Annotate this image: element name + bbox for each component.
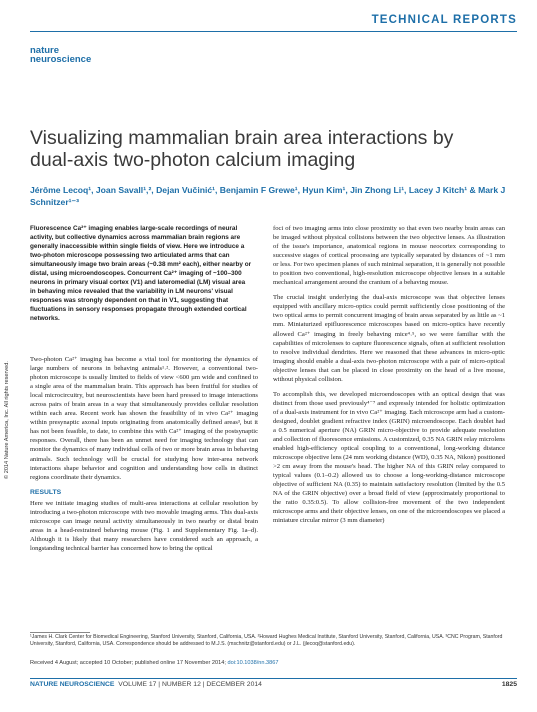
article-title: Visualizing mammalian brain area interactions by dual-axis two-photon calcium imaging: [30, 127, 454, 171]
body-paragraph: Here we initiate imaging studies of multi-area interactions at cellular resolution by introducing a two-photon microscope with two movable imaging arms. This dual-axis microscope can image neural activity simultaneously in two nearby or distal brain areas in a head-restrained behaving mouse (Fig. 1 and Supplementary Fig. 1a–d). Although it is likely that many researchers have considered such an approach, a longstanding technical barrier has concerned how to bring the optical: [30, 499, 258, 552]
footnote-rule: [30, 632, 90, 633]
journal-logo-line2: neuroscience: [30, 54, 92, 65]
copyright-sidebar: [1, 275, 13, 565]
top-rule: [30, 31, 517, 32]
body-paragraph: foci of two imaging arms into close proximity so that even two nearby brain areas can be imaged without physical collisions between the two objective lenses. As illustration of the issue's importance, anatomical regions in mouse neocortex corresponding to successive stages of cortical processing are typically separated by distances of ~1 mm or less. For two specimen planes of such minimal separation, it is generally not possible to position two conventional, high-resolution microscope objective lenses in a suitable mechanical arrangement around the cranium of a behaving mouse.: [273, 225, 505, 287]
body-column-right: [273, 224, 505, 532]
bottom-rule: [30, 678, 517, 679]
journal-logo-line1: nature: [30, 45, 60, 56]
received-dates: Received 4 August; accepted 10 October; published online 17 November 2014;: [30, 660, 226, 666]
results-heading: RESULTS: [30, 488, 62, 496]
body-paragraph: The crucial insight underlying the dual-axis microscope was that objective lenses equipped with ancillary micro-optics could permit sufficiently close positioning of the two optical arms to permit concurrent imaging of brain areas separated by as little as ~1 mm. Miniaturized epifluorescence microscopes based on micro-optics have recently allowed Ca²⁺ imaging in freely behaving mice⁴˒⁵, so we were familiar with the capabilities of microlenses to capture fluorescence signals, often at sufficient resolution to resolve individual dendrites. Here we reasoned that these advances in micro-optic imaging should enable a dual-axis two-photon microscope with a pair of micro-optical objective lenses that can be placed in close proximity on the head of a live mouse, without physical collision.: [273, 294, 505, 383]
doi-link[interactable]: doi:10.1038/nn.3867: [227, 660, 279, 666]
footer-journal: [30, 681, 262, 688]
body-column-left: [30, 355, 258, 559]
page-number: 1825: [501, 681, 517, 688]
page-footer: [30, 681, 517, 688]
affiliations: ¹James H. Clark Center for Biomedical Engineering, Stanford University, Stanford, California, USA. ²Howard Hughes Medical Institute, Stanford University, Stanford, California, USA. ³CNC Program, Stanford University, Stanford, California, USA. Correspondence should be addressed to M.J.S. (mschnitz@stanford.edu) or J.L. (jlecoq@stanford.edu).: [30, 634, 503, 647]
footer-journal-name: NATURE NEUROSCIENCE: [30, 681, 115, 688]
author-list: Jérôme Lecoq¹, Joan Savall¹,², Dejan Vučinić¹, Benjamin F Grewe¹, Hyun Kim¹, Jin Zhong Li¹, Lacey J Kitch¹ & Mark J Schnitzer¹⁻³: [30, 185, 506, 207]
journal-logo: [30, 46, 91, 64]
received-line: [30, 660, 508, 667]
footer-issue: VOLUME 17 | NUMBER 12 | DECEMBER 2014: [118, 681, 262, 688]
copyright-text: © 2014 Nature America, Inc. All rights reserved.: [4, 361, 10, 479]
body-paragraph: Two-photon Ca²⁺ imaging has become a vital tool for monitoring the dynamics of large numbers of neurons in behaving animals¹˒². However, a conventional two-photon microscope is usually limited to fields of view <600 µm wide and confined to a single area of the mammalian brain. This approach has been fruitful for studies of local microcircuitry, but neuroscientists have been hard pressed to image interactions across pairs of brain areas in a way that simultaneously provides cellular resolution within each area. Recent work has shown the feasibility of in vivo Ca²⁺ imaging within presynaptic axonal inputs originating from anatomically defined areas³, but it has not been feasible, to date, to combine this with Ca²⁺ imaging of the postsynaptic responses. Overall, there has been an unmet need for imaging technology that can monitor the dynamics of many individual cells of two or more brain areas in behaving animals. Such technology will be crucial for studying how inter-area network interactions shape behavior and cognition and understanding how cells in distinct regions coordinate their dynamics.: [30, 356, 258, 481]
body-paragraph: To accomplish this, we developed microendoscopes with an optical design that was distinct from those used previously⁴⁻⁷ and expressly intended for holistic optimization of a dual-axis instrument for in vivo Ca²⁺ imaging. Each microscope arm had a custom-designed, doublet gradient refractive index (GRIN) microendoscope. Each doublet had a 0.5 numerical aperture (NA) GRIN micro-objective to provide adequate resolution and collection of fluorescence emissions. A customized, 0.35 NA GRIN relay microlens enabled high-efficiency optical coupling to a conventional, long-working distance microscope objective lens (24 mm working distance (WD), 0.35 NA, Nikon) positioned >2 cm away from the mouse's head. The higher NA of this GRIN relay compared to typical values (0.1–0.2) allowed us to choose a long-working-distance microscope objective of sufficient NA (0.35) to maintain satisfactory resolution (limited by the 0.5 NA of the GRIN objective) over a broad field of view (approximately proportional to the ratio 0.35:0.5). To allow collision-free movement of the two independent microscope arms and their objective lenses, on one of the microendoscopes we placed a miniature circular mirror (3 mm diameter): [273, 390, 505, 525]
abstract: Fluorescence Ca²⁺ imaging enables large-scale recordings of neural activity, but collective dynamics across mammalian brain regions are generally inaccessible within single fields of view. Here we introduce a two-photon microscope possessing two articulated arms that can simultaneously image two brain areas (~0.38 mm² each), either nearby or distal, using microendoscopes. Concurrent Ca²⁺ imaging of ~100–300 neurons in primary visual cortex (V1) and lateromedial (LM) visual area in behaving mice revealed that the variability in LM neurons' visual responses was strongly dependent on that in V1, suggesting that fluctuations in sensory responses propagate through extended cortical networks.: [30, 225, 252, 322]
section-label: TECHNICAL REPORTS: [371, 14, 517, 26]
